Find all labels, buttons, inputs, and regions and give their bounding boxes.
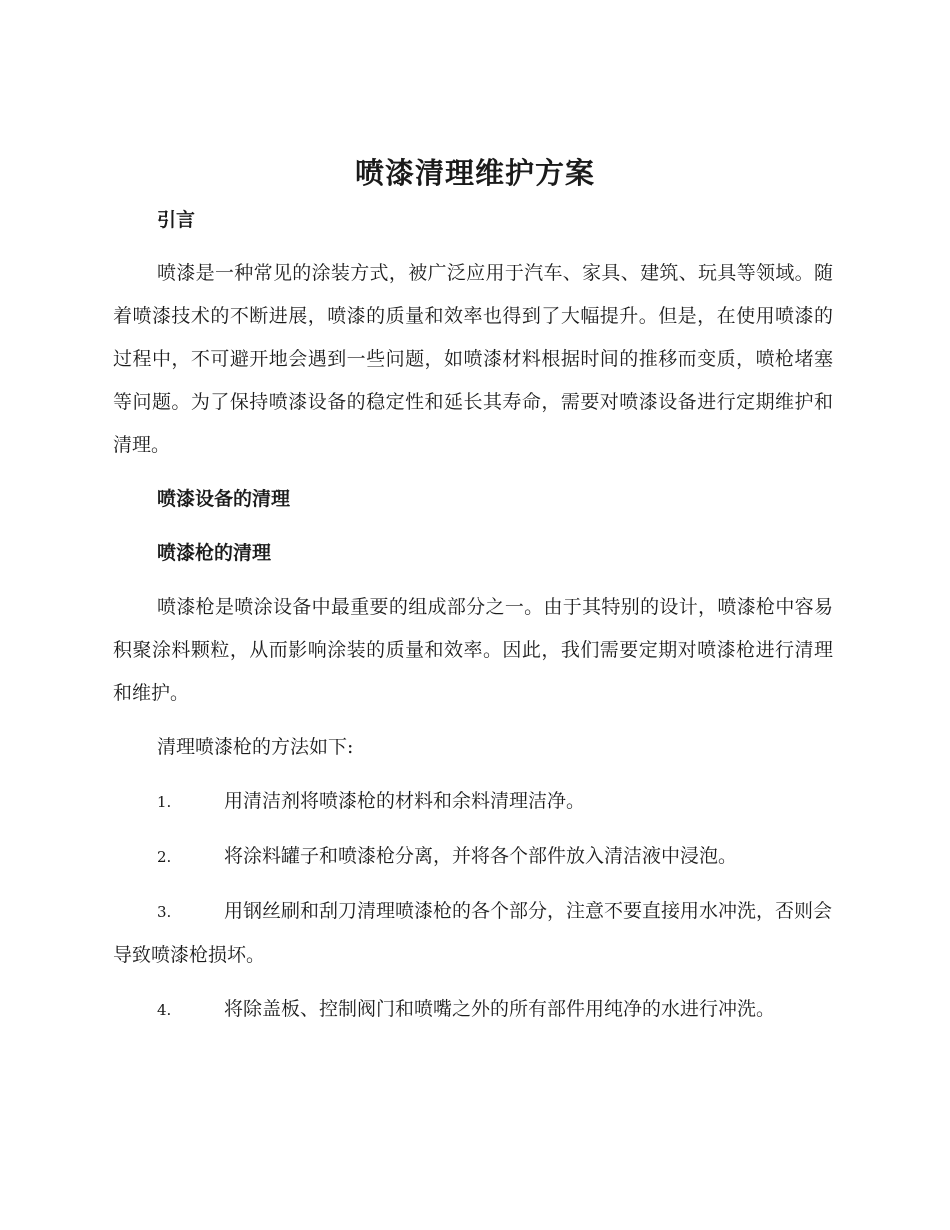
gun-paragraph: 喷漆枪是喷涂设备中最重要的组成部分之一。由于其特别的设计，喷漆枪中容易积聚涂料颗粒，从而影响涂装的质量和效率。因此，我们需要定期对喷漆枪进行清理和维护。 [113, 596, 833, 704]
list-item [113, 890, 833, 977]
intro-paragraph: 喷漆是一种常见的涂装方式，被广泛应用于汽车、家具、建筑、玩具等领域。随着喷漆技术的不断进展，喷漆的质量和效率也得到了大幅提升。但是，在使用喷漆的过程中，不可避开地会遇到一些问题，如喷漆材料根据时间的推移而变质，喷枪堵塞等问题。为了保持喷漆设备的稳定性和延长其寿命，需要对喷漆设备进行定期维护和清理。 [113, 262, 833, 456]
list-item-number: 1. [157, 793, 172, 811]
list-item-text: 将涂料罐子和喷漆枪分离，并将各个部件放入清洁液中浸泡。 [224, 845, 738, 867]
list-item [113, 780, 833, 824]
section-heading-intro: 引言 [157, 209, 196, 231]
section-heading-gun: 喷漆枪的清理 [157, 542, 272, 564]
method-intro: 清理喷漆枪的方法如下: [157, 736, 354, 758]
document-title: 喷漆清理维护方案 [354, 156, 595, 190]
list-item-text: 将除盖板、控制阀门和喷嘴之外的所有部件用纯净的水进行冲洗。 [224, 998, 776, 1020]
section-heading-equipment: 喷漆设备的清理 [157, 488, 291, 510]
list-item-number: 3. [157, 903, 172, 921]
list-item-text: 用钢丝刷和刮刀清理喷漆枪的各个部分，注意不要直接用水冲洗，否则会导致喷漆枪损坏。 [113, 900, 833, 966]
list-item-number: 2. [157, 848, 172, 866]
list-item [113, 835, 833, 879]
list-item-number: 4. [157, 1001, 172, 1019]
list-item-text: 用清洁剂将喷漆枪的材料和余料清理洁净。 [224, 790, 586, 812]
list-item [113, 988, 833, 1032]
